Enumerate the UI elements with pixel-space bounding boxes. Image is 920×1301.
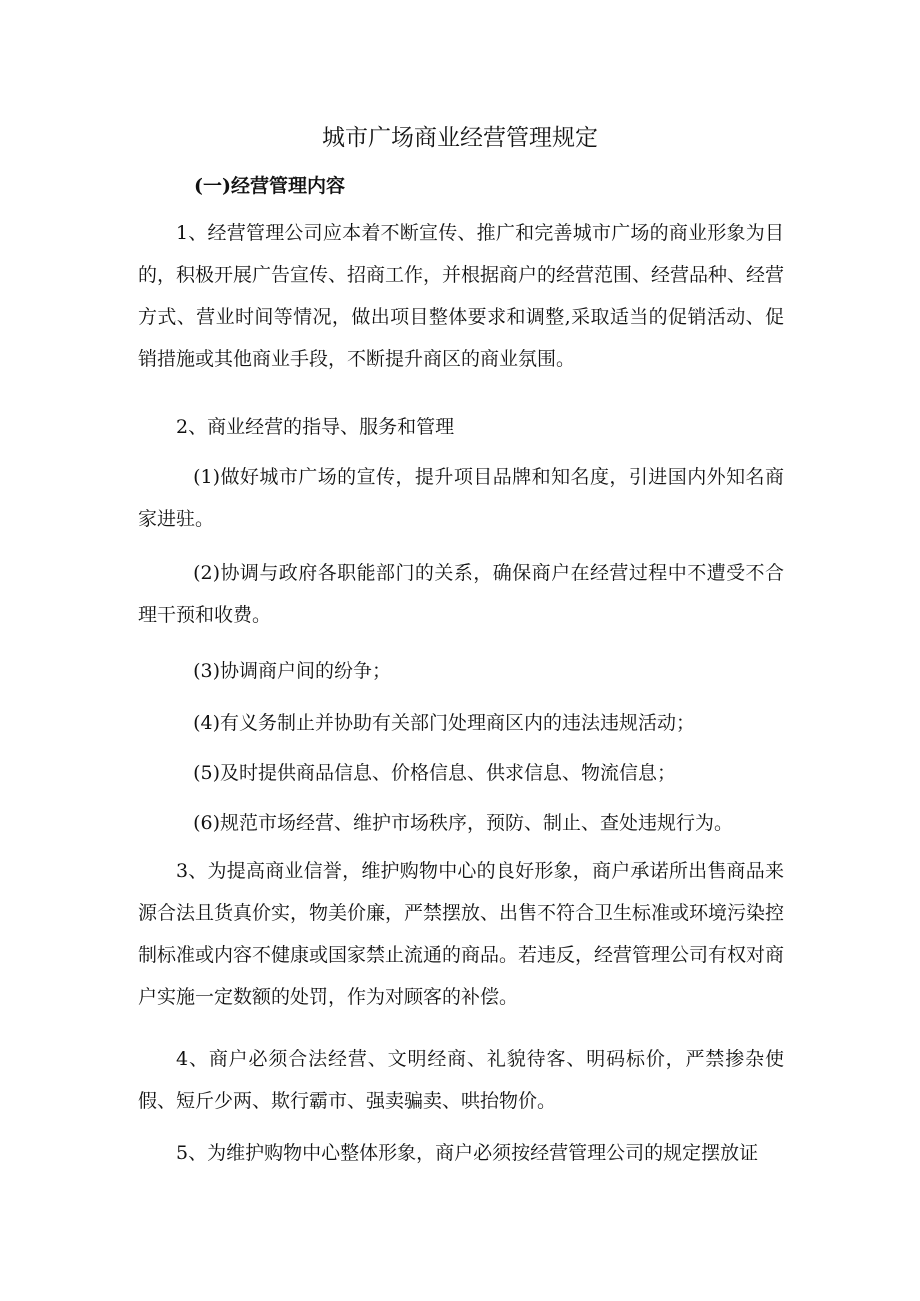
paragraph-2-item-3: (3)协调商户间的纷争； — [193, 660, 392, 682]
paragraph-3: 3、为提高商业信誉，维护购物中心的良好形象，商户承诺所出售商品来源合法且货真价实，物美价廉，严禁摆放、出售不符合卫生标准或环境污染控制标准或内容不健康或国家禁止流通的商品。若违反，经营管理公司有权对商户实施一定数额的处罚，作为对顾客的补偿。 — [138, 860, 785, 1008]
paragraph-2-item-6: (6)规范市场经营、维护市场秩序，预防、制止、查处违规行为。 — [193, 812, 734, 834]
paragraph-2-item-2: (2)协调与政府各职能部门的关系，确保商户在经营过程中不遭受不合理干预和收费。 — [138, 562, 784, 626]
document-title: 城市广场商业经营管理规定 — [322, 125, 598, 151]
paragraph-4: 4、商户必须合法经营、文明经商、礼貌待客、明码标价，严禁掺杂使假、短斤少两、欺行霸市、强卖骗卖、哄抬物价。 — [138, 1048, 784, 1112]
section-heading: (一)经营管理内容 — [194, 175, 345, 197]
paragraph-1: 1、经营管理公司应本着不断宣传、推广和完善城市广场的商业形象为目的，积极开展广告宣传、招商工作，并根据商户的经营范围、经营品种、经营方式、营业时间等情况，做出项目整体要求和调整,采取适当的促销活动、促销措施或其他商业手段，不断提升商区的商业氛围。 — [138, 222, 785, 370]
paragraph-5: 5、为维护购物中心整体形象，商户必须按经营管理公司的规定摆放证 — [176, 1142, 759, 1164]
paragraph-2: 2、商业经营的指导、服务和管理 — [176, 416, 455, 438]
paragraph-2-item-4: (4)有义务制止并协助有关部门处理商区内的违法违规活动； — [193, 712, 696, 734]
paragraph-2-item-5: (5)及时提供商品信息、价格信息、供求信息、物流信息； — [193, 762, 677, 784]
paragraph-2-item-1: (1)做好城市广场的宣传，提升项目品牌和知名度，引进国内外知名商家进驻。 — [138, 466, 784, 530]
